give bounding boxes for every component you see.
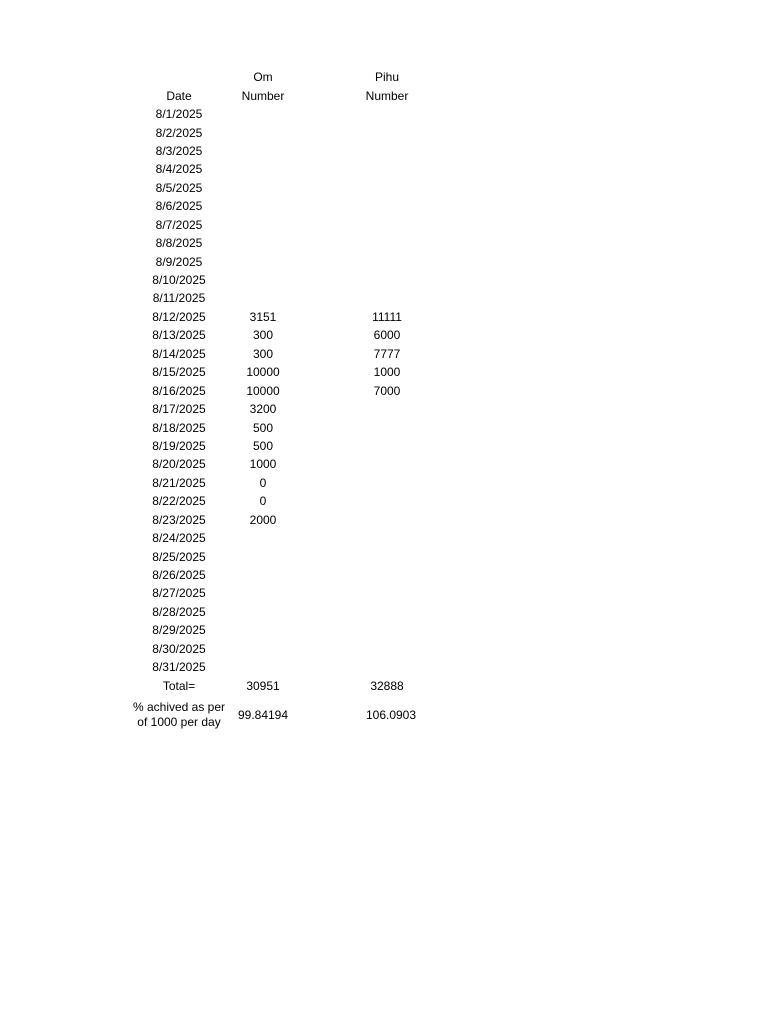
percent-achieved-row: [130, 697, 426, 733]
table-row: [130, 492, 426, 510]
table-row: [130, 345, 426, 363]
table-row: [130, 621, 426, 639]
pihu-number-cell: 6000: [373, 328, 401, 343]
table-row: [130, 603, 426, 621]
daily-number-sheet: [130, 68, 426, 733]
om-number-cell: 0: [259, 475, 267, 490]
table-row: [130, 252, 426, 270]
pihu-number-cell: 7000: [373, 383, 401, 398]
table-row: [130, 474, 426, 492]
table-row: [130, 271, 426, 289]
pihu-percent-value: 106.0903: [365, 707, 417, 722]
table-row: [130, 418, 426, 436]
table-row: [130, 547, 426, 565]
table-row: [130, 381, 426, 399]
date-cell: 8/7/2025: [155, 217, 203, 232]
om-number-cell: 300: [252, 346, 274, 361]
om-number-cell: 10000: [246, 365, 280, 380]
om-number-cell: 500: [252, 438, 274, 453]
date-cell: 8/17/2025: [152, 402, 206, 417]
table-row: [130, 658, 426, 676]
pihu-name-header: Pihu: [374, 70, 400, 85]
date-cell: 8/19/2025: [152, 438, 206, 453]
pihu-number-cell: 11111: [372, 309, 402, 324]
date-cell: 8/23/2025: [152, 512, 206, 527]
date-cell: 8/4/2025: [155, 162, 203, 177]
date-cell: 8/12/2025: [152, 309, 206, 324]
date-cell: 8/25/2025: [152, 549, 206, 564]
date-cell: 8/30/2025: [152, 641, 206, 656]
date-cell: 8/10/2025: [152, 273, 206, 288]
om-number-cell: 3151: [249, 309, 277, 324]
table-row: [130, 326, 426, 344]
table-row: [130, 197, 426, 215]
date-cell: 8/6/2025: [155, 199, 203, 214]
date-cell: 8/14/2025: [152, 346, 206, 361]
om-percent-value: 99.84194: [237, 707, 289, 722]
date-cell: 8/28/2025: [152, 604, 206, 619]
table-row: [130, 308, 426, 326]
om-name-header: Om: [253, 70, 273, 85]
date-cell: 8/11/2025: [152, 291, 206, 306]
table-row: [130, 123, 426, 141]
date-cell: 8/29/2025: [152, 623, 206, 638]
date-cell: 8/16/2025: [152, 383, 206, 398]
date-cell: 8/2/2025: [155, 125, 203, 140]
table-row: [130, 400, 426, 418]
om-number-cell: 0: [259, 494, 267, 509]
table-row: [130, 179, 426, 197]
data-rows: [130, 105, 426, 677]
table-row: [130, 234, 426, 252]
om-number-cell: 500: [252, 420, 274, 435]
table-row: [130, 437, 426, 455]
table-row: [130, 566, 426, 584]
om-number-cell: 10000: [246, 383, 280, 398]
header-names-row: [130, 68, 426, 86]
date-cell: 8/8/2025: [155, 236, 203, 251]
date-cell: 8/1/2025: [155, 107, 203, 122]
table-row: [130, 640, 426, 658]
table-row: [130, 105, 426, 123]
table-row: [130, 584, 426, 602]
table-row: [130, 529, 426, 547]
date-cell: 8/18/2025: [152, 420, 206, 435]
om-total-value: 30951: [246, 678, 280, 693]
om-number-cell: 2000: [249, 512, 277, 527]
table-row: [130, 455, 426, 473]
table-row: [130, 160, 426, 178]
date-cell: 8/13/2025: [152, 328, 206, 343]
om-number-cell: 1000: [249, 457, 277, 472]
table-row: [130, 289, 426, 307]
date-cell: 8/31/2025: [152, 660, 206, 675]
date-cell: 8/22/2025: [152, 494, 206, 509]
date-cell: 8/9/2025: [155, 254, 203, 269]
date-cell: 8/21/2025: [152, 475, 206, 490]
pihu-total-value: 32888: [370, 678, 404, 693]
date-cell: 8/3/2025: [155, 143, 203, 158]
date-column-header: Date: [166, 88, 192, 103]
om-number-cell: 300: [252, 328, 274, 343]
date-cell: 8/27/2025: [152, 586, 206, 601]
table-row: [130, 363, 426, 381]
pihu-number-column-header: Number: [365, 88, 409, 103]
total-row: [130, 676, 426, 694]
om-number-column-header: Number: [241, 88, 285, 103]
table-row: [130, 216, 426, 234]
total-label: Total=: [162, 678, 196, 693]
date-cell: 8/15/2025: [152, 365, 206, 380]
pihu-number-cell: 1000: [373, 365, 401, 380]
header-labels-row: [130, 86, 426, 104]
date-cell: 8/20/2025: [152, 457, 206, 472]
pihu-number-cell: 7777: [373, 346, 401, 361]
date-cell: 8/5/2025: [155, 180, 203, 195]
date-cell: 8/26/2025: [152, 568, 206, 583]
table-row: [130, 511, 426, 529]
om-number-cell: 3200: [249, 402, 277, 417]
percent-achieved-label: % achived as per of 1000 per day: [132, 699, 226, 729]
table-row: [130, 142, 426, 160]
date-cell: 8/24/2025: [152, 531, 206, 546]
